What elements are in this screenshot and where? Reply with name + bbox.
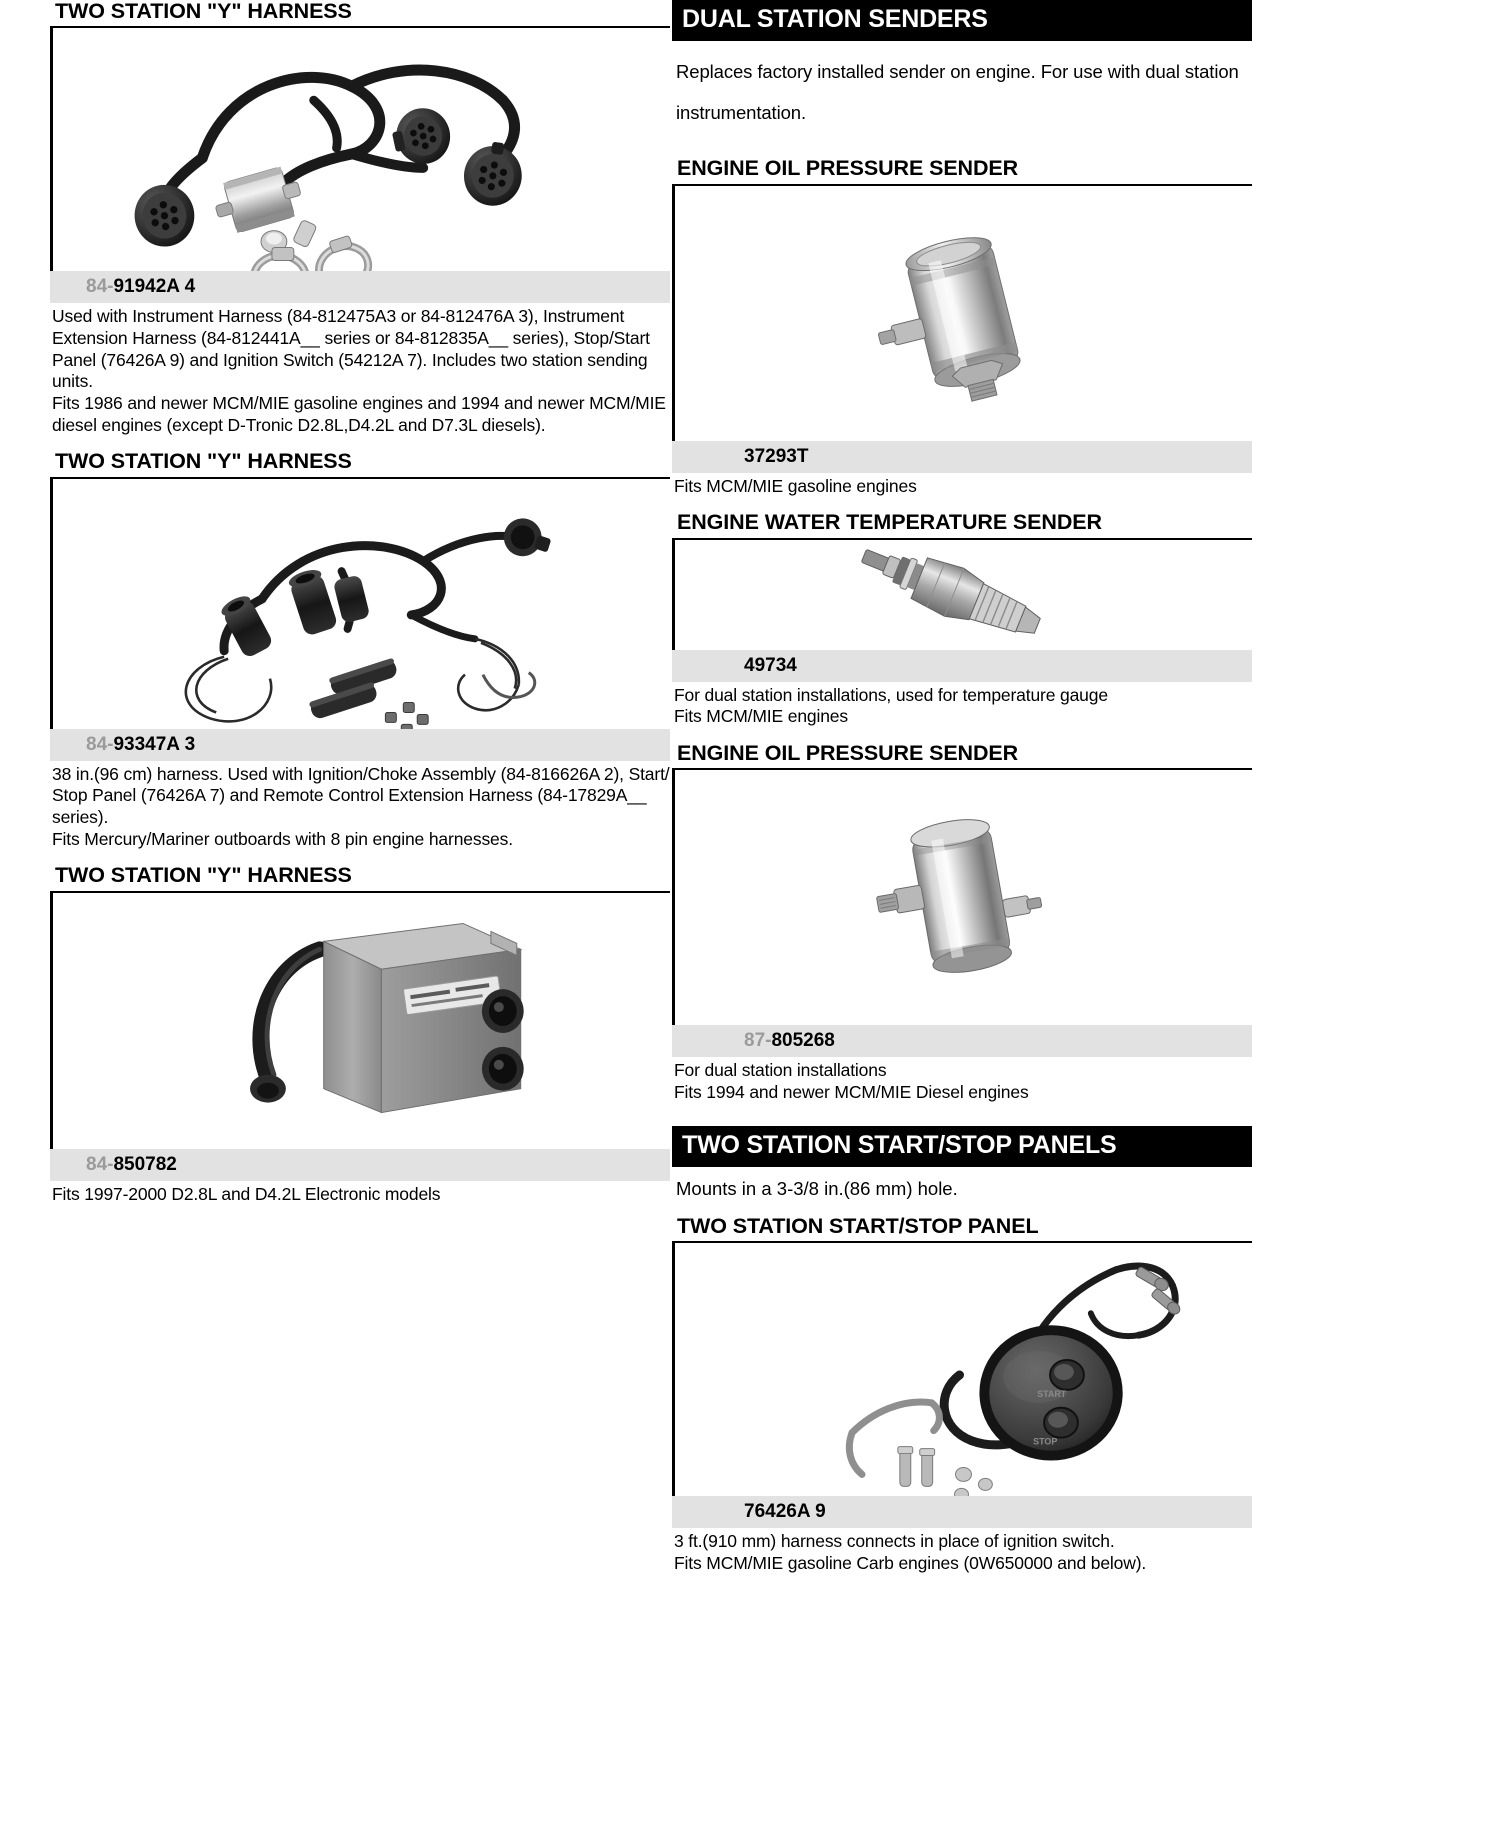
product-photo bbox=[53, 28, 670, 271]
description-line: 3 ft.(910 mm) harness connects in place of ignition switch. bbox=[674, 1530, 1115, 1551]
part-prefix: 87- bbox=[744, 1030, 772, 1052]
product-photo bbox=[675, 186, 1252, 441]
part-number: 850782 bbox=[113, 1153, 177, 1175]
description-line: Fits 1997-2000 D2.8L and D4.2L Electronic models bbox=[52, 1183, 441, 1204]
description-line: diesel engines (except D-Tronic D2.8L,D4.2L and D7.3L diesels). bbox=[52, 414, 546, 435]
description-line: Fits Mercury/Mariner outboards with 8 pin engine harnesses. bbox=[52, 828, 513, 849]
section-heading: TWO STATION "Y" HARNESS bbox=[55, 0, 352, 23]
description bbox=[674, 1531, 1252, 1574]
spacer bbox=[672, 143, 1252, 157]
product-photo bbox=[675, 540, 1252, 650]
description bbox=[674, 1060, 1252, 1103]
description-line: units. bbox=[52, 371, 93, 392]
section-heading: ENGINE WATER TEMPERATURE SENDER bbox=[677, 510, 1102, 535]
image-frame bbox=[672, 1241, 1252, 1496]
section-two-station-start-stop-panel-76426a9 bbox=[672, 1215, 1252, 1575]
part-number-band bbox=[50, 729, 670, 761]
part-number: 93347A 3 bbox=[113, 733, 196, 755]
product-photo bbox=[675, 1243, 1252, 1496]
product-photo bbox=[53, 479, 670, 729]
left-column bbox=[50, 0, 670, 1205]
section-heading: TWO STATION START/STOP PANEL bbox=[677, 1213, 1039, 1238]
description bbox=[674, 476, 1252, 498]
description-line: Fits MCM/MIE gasoline Carb engines (0W650000 and below). bbox=[674, 1552, 1147, 1573]
spacer bbox=[672, 1104, 1252, 1126]
mounting-note: Mounts in a 3-3/8 in.(86 mm) hole. bbox=[676, 1177, 958, 1199]
spacer bbox=[50, 850, 670, 864]
image-frame bbox=[672, 538, 1252, 650]
product-photo bbox=[675, 770, 1252, 1025]
spacer bbox=[672, 1201, 1252, 1215]
svg-text:STOP: STOP bbox=[1033, 1436, 1058, 1447]
description-line: Extension Harness (84-812441A__ series or 84-812835A__ series), Stop/Start bbox=[52, 327, 650, 348]
part-number-band bbox=[672, 1496, 1252, 1528]
part-number-band bbox=[672, 441, 1252, 473]
section-engine-water-temperature-sender-49734 bbox=[672, 511, 1252, 728]
intro-line: instrumentation. bbox=[676, 102, 807, 124]
section-two-station-y-harness-91942a4 bbox=[50, 0, 670, 436]
part-number: 49734 bbox=[744, 654, 797, 676]
part-number: 805268 bbox=[771, 1030, 835, 1052]
description-line: Stop Panel (76426A 7) and Remote Control Extension Harness (84-17829A__ bbox=[52, 785, 647, 806]
part-number-band bbox=[672, 1025, 1252, 1057]
image-frame bbox=[50, 477, 670, 729]
section-engine-oil-pressure-sender-805268 bbox=[672, 742, 1252, 1104]
spacer bbox=[50, 436, 670, 450]
intro-text bbox=[676, 60, 1252, 125]
part-number-band bbox=[672, 650, 1252, 682]
description-line: Fits MCM/MIE engines bbox=[674, 706, 848, 727]
description bbox=[52, 306, 670, 436]
section-two-station-y-harness-93347a3 bbox=[50, 450, 670, 850]
description-line: series). bbox=[52, 806, 109, 827]
description-line: 38 in.(96 cm) harness. Used with Ignition/Choke Assembly (84-816626A 2), Start/ bbox=[52, 763, 670, 784]
product-photo bbox=[53, 893, 670, 1149]
part-prefix: 84- bbox=[86, 733, 114, 755]
description-line: Fits 1994 and newer MCM/MIE Diesel engines bbox=[674, 1081, 1029, 1102]
spacer bbox=[672, 728, 1252, 742]
section-two-station-y-harness-850782 bbox=[50, 864, 670, 1205]
image-frame bbox=[672, 184, 1252, 441]
description-line: For dual station installations bbox=[674, 1060, 887, 1081]
section-engine-oil-pressure-sender-37293t bbox=[672, 157, 1252, 497]
section-heading: TWO STATION "Y" HARNESS bbox=[55, 449, 352, 474]
section-heading: ENGINE OIL PRESSURE SENDER bbox=[677, 740, 1019, 765]
description-line: Used with Instrument Harness (84-812475A3 or 84-812476A 3), Instrument bbox=[52, 306, 625, 327]
part-prefix: 84- bbox=[86, 1153, 114, 1175]
description-line: Fits MCM/MIE gasoline engines bbox=[674, 475, 917, 496]
description-line: Fits 1986 and newer MCM/MIE gasoline engines and 1994 and newer MCM/MIE bbox=[52, 392, 666, 413]
spacer bbox=[672, 497, 1252, 511]
description bbox=[674, 685, 1252, 728]
banner-two-station-start-stop-panels: TWO STATION START/STOP PANELS bbox=[672, 1126, 1252, 1167]
part-number: 76426A 9 bbox=[744, 1500, 826, 1522]
right-column bbox=[672, 0, 1252, 1574]
svg-text:START: START bbox=[1037, 1388, 1067, 1399]
part-number-band bbox=[50, 271, 670, 303]
part-prefix: 84- bbox=[86, 276, 114, 298]
image-frame bbox=[50, 891, 670, 1149]
description-line: Panel (76426A 9) and Ignition Switch (54212A 7). Includes two station sending bbox=[52, 349, 648, 370]
description bbox=[52, 1184, 670, 1206]
part-number: 37293T bbox=[744, 445, 809, 467]
image-frame bbox=[50, 26, 670, 271]
part-number-band bbox=[50, 1149, 670, 1181]
intro-line: Replaces factory installed sender on engine. For use with dual station bbox=[676, 60, 1239, 82]
section-heading: ENGINE OIL PRESSURE SENDER bbox=[677, 156, 1019, 181]
description bbox=[52, 764, 670, 851]
image-frame bbox=[672, 768, 1252, 1025]
part-number: 91942A 4 bbox=[113, 276, 196, 298]
description-line: For dual station installations, used for temperature gauge bbox=[674, 684, 1108, 705]
section-heading: TWO STATION "Y" HARNESS bbox=[55, 863, 352, 888]
banner-dual-station-senders: DUAL STATION SENDERS bbox=[672, 0, 1252, 41]
